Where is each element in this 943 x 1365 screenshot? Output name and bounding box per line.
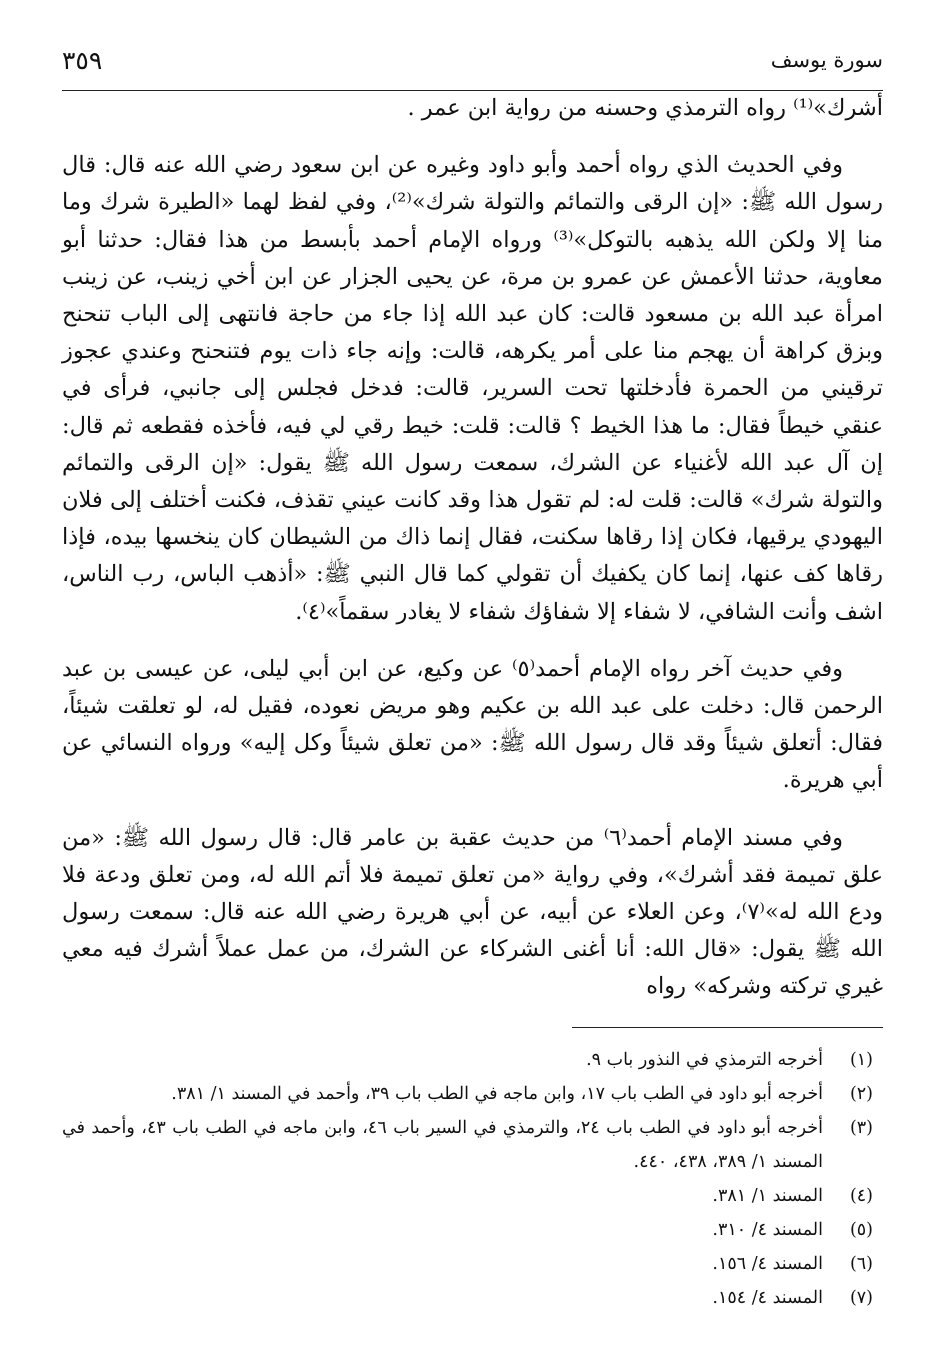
footnote-text: المسند ٤/ ٣١٠. (712, 1220, 823, 1240)
footnote-number: (٥) (849, 1220, 873, 1240)
footnote-separator (572, 1027, 883, 1028)
footnote (62, 1179, 883, 1213)
footnote-text: المسند ١/ ٣٨١. (712, 1186, 823, 1206)
footnote-text: أخرجه أبو داود في الطب باب ١٧، وابن ماجه في الطب باب ٣٩، وأحمد في المسند ١/ ٣٨١. (171, 1084, 823, 1104)
footnote-text: المسند ٤/ ١٥٤. (712, 1288, 823, 1308)
footnotes (62, 1043, 883, 1315)
footnote-number: (١) (849, 1050, 873, 1070)
footnote-number: (٢) (849, 1084, 873, 1104)
footnote-number: (٤) (849, 1186, 873, 1206)
footnote (62, 1111, 883, 1179)
paragraph-musnad-ahmad: وفي مسند الإمام أحمد⁽٦⁾ من حديث عقبة بن عامر قال: قال رسول الله ﷺ: «من علق تميمة فقد أشرك»، وفي رواية «من تعلق تميمة فلا أتم الله له، ومن تعلق ودعة فلا ودع الله له»⁽٧⁾، وعن العلاء عن أبيه، عن أبي هريرة رضي الله عنه قال: سمعت رسول الله ﷺ يقول: «قال الله: أنا أغنى الشركاء عن الشرك، من عمل عملاً أشرك فيه معي غيري تركته وشركه» رواه (62, 824, 883, 1000)
footnote-number: (٧) (849, 1288, 873, 1308)
paragraph-continuation: أشرك»⁽¹⁾ رواه الترمذي وحسنه من رواية ابن عمر . (407, 95, 883, 121)
surah-title: سورة يوسف (770, 48, 883, 72)
footnote (62, 1281, 883, 1315)
footnote (62, 1213, 883, 1247)
paragraph-ibn-masud-hadith: وفي الحديث الذي رواه أحمد وأبو داود وغيره عن ابن سعود رضي الله عنه قال: قال رسول الله ﷺ: «إن الرقى والتمائم والتولة شرك»⁽²⁾، وفي لفظ لهما «الطيرة شرك وما منا إلا ولكن الله يذهبه بالتوكل»⁽³⁾ ورواه الإمام أحمد بأبسط من هذا فقال: حدثنا أبو معاوية، حدثنا الأعمش عن عمرو بن مرة، عن يحيى الجزار عن ابن أخي زينب، عن زينب امرأة عبد الله بن مسعود قالت: كان عبد الله إذا جاء من حاجة فانتهى إلى الباب تنحنح وبزق كراهة أن يهجم منا على أمر يكرهه، قالت: وإنه جاء ذات يوم فتنحنح وعندي عجوز ترقيني من الحمرة فأدخلتها تحت السرير، قالت: فدخل فجلس إلى جانبي، فرأى في عنقي خيطاً فقال: ما هذا الخيط ؟ قالت: قلت: خيط رقي لي فيه، فأخذه فقطعه ثم قال: إن آل عبد الله لأغنياء عن الشرك، سمعت رسول الله ﷺ يقول: «إن الرقى والتمائم والتولة شرك» قالت: قلت له: لم تقول هذا وقد كانت عيني تقذف، فكنت أختلف إلى فلان اليهودي يرقيها، فكان إذا رقاها سكنت، فقال إنما ذاك من الشيطان كان ينخسها بيده، فإذا رقاها كف عنها، إنما كان يكفيك أن تقولي كما قال النبي ﷺ: «أذهب الباس، رب الناس، اشف وأنت الشافي، لا شفاء إلا شفاؤك شفاء لا يغادر سقماً»⁽٤⁾. (62, 152, 884, 625)
footnote-text: المسند ٤/ ١٥٦. (712, 1254, 823, 1274)
footnote (62, 1043, 883, 1077)
paragraph-ahmad-hadith: وفي حديث آخر رواه الإمام أحمد⁽٥⁾ عن وكيع، عن ابن أبي ليلى، عن عيسى بن عبد الرحمن قال: دخلت على عبد الله بن عكيم وهو مريض نعوده، فقيل له، لو تعلقت شيئاً، فقال: أتعلق شيئاً وقد قال رسول الله ﷺ: «من تعلق شيئاً وكل إليه» ورواه النسائي عن أبي هريرة. (62, 655, 883, 794)
page-number: ٣٥٩ (62, 46, 103, 75)
footnote-number: (٣) (849, 1118, 873, 1138)
footnote-number: (٦) (849, 1254, 873, 1274)
footnote-text: أخرجه أبو داود في الطب باب ٢٤، والترمذي في السير باب ٤٦، وابن ماجه في الطب باب ٤٣، وأحمد في المسند ١/ ٣٨٩، ٤٣٨، ٤٤٠. (62, 1118, 823, 1172)
footnote-text: أخرجه الترمذي في النذور باب ٩. (586, 1050, 823, 1070)
footnote (62, 1247, 883, 1281)
footnote (62, 1077, 883, 1111)
main-text (62, 90, 883, 1006)
page-header (62, 46, 883, 91)
